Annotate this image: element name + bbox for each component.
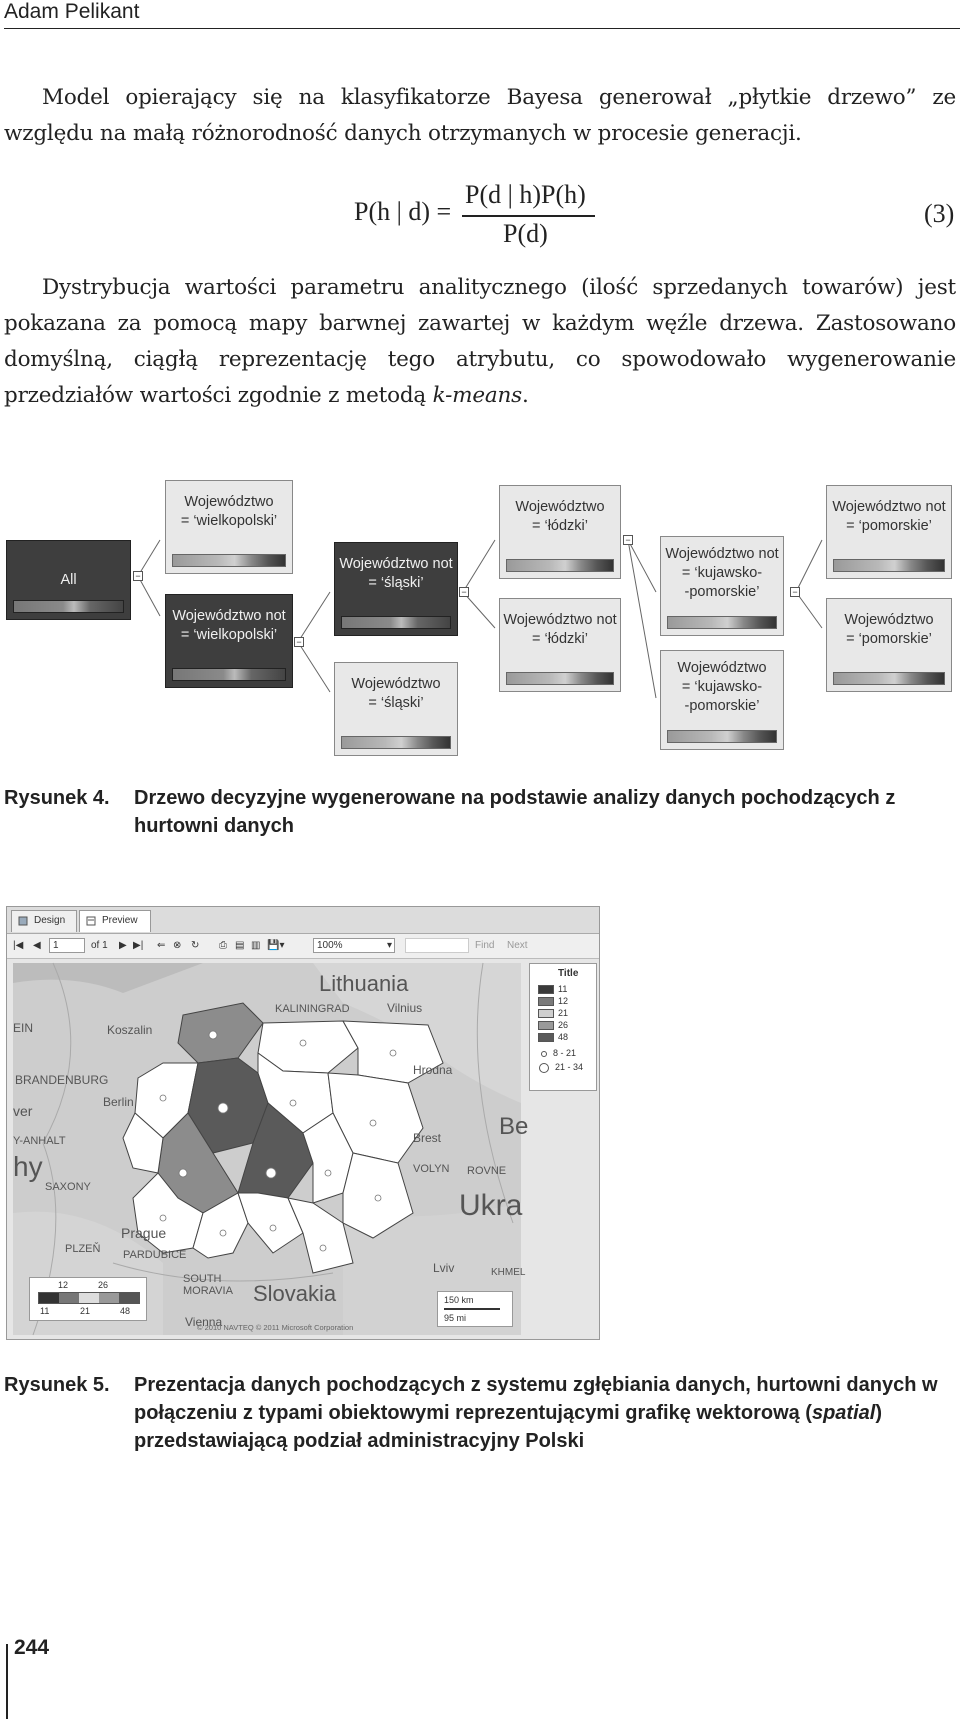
map-label-plzen: PLZEŇ (65, 1243, 101, 1255)
tree-node-wielkopolski[interactable] (165, 480, 293, 574)
map-label-rovne: ROVNE (467, 1165, 507, 1177)
fraction-bar (462, 215, 595, 217)
map-label-saxony: SAXONY (45, 1181, 91, 1193)
find-link[interactable]: Find (475, 940, 495, 951)
legend-circle-item: 8 - 21 (538, 1048, 576, 1058)
paragraph-bayes (4, 80, 956, 152)
design-icon (18, 916, 28, 926)
map-label-brest: Brest (413, 1131, 442, 1145)
tree-connectors (0, 480, 960, 760)
tree-node-label: Województwo = ‘łódzki’ (515, 499, 605, 534)
map-label-koszalin: Koszalin (107, 1023, 153, 1037)
tree-node-pomorskie[interactable] (826, 598, 952, 692)
legend-circle-item: 21 - 34 (538, 1062, 583, 1072)
map-label-ukraine: Ukra (459, 1189, 523, 1222)
map-label-khmel: KHMEL (491, 1267, 526, 1278)
distance-scale (437, 1291, 513, 1327)
map-label-ein: EIN (13, 1021, 34, 1035)
map-label-brandenburg: BRANDENBURG (15, 1073, 109, 1087)
map-label-lithuania: Lithuania (319, 971, 409, 996)
back-icon[interactable]: ⇐ (157, 940, 166, 951)
tree-node-kujawsko[interactable] (660, 650, 784, 750)
map-label-volyn: VOLYN (413, 1163, 450, 1175)
color-scale-bar (38, 1292, 140, 1304)
tree-node-colorbar (506, 672, 614, 685)
find-input[interactable] (405, 938, 469, 953)
paragraph-bayes-text: Model opierający się na klasyfikatorze Bayesa generował „płytkie drzewo” ze względu na małą różnorodność danych otrzymanych w procesie generacji. (4, 85, 956, 146)
color-scale-label: 12 (58, 1280, 69, 1290)
tree-node-all[interactable] (6, 540, 131, 620)
scale-km: 150 km (444, 1295, 474, 1305)
expand-icon[interactable]: − (294, 637, 304, 647)
paragraph-distribution (4, 270, 956, 414)
map-label-vilnius: Vilnius (387, 1001, 423, 1015)
tree-node-label: Województwo not = ‘wielkopolski’ (172, 608, 286, 643)
prev-page-icon[interactable]: ◀ (33, 940, 41, 951)
scale-bar (444, 1308, 500, 1310)
color-scale-label: 26 (98, 1280, 109, 1290)
tree-node-label: Województwo = ‘śląski’ (351, 676, 441, 711)
figure-4-text: Drzewo decyzyjne wygenerowane na podstawie analizy danych pochodzących z hurtowni danych (134, 787, 896, 837)
tree-node-colorbar (172, 554, 286, 567)
preview-icon (86, 916, 96, 926)
paragraph-end: . (521, 383, 529, 408)
tree-node-colorbar (833, 672, 945, 685)
print-layout-icon[interactable]: ▤ (235, 940, 245, 951)
tree-node-not-kujawsko[interactable] (660, 536, 784, 636)
author-name: Adam Pelikant (4, 0, 140, 23)
expand-icon[interactable]: − (459, 587, 469, 597)
tree-node-colorbar (172, 668, 286, 681)
equation-numerator: P(d | h)P(h) (465, 180, 586, 209)
equation-denominator: P(d) (503, 219, 548, 248)
decision-tree-figure (0, 480, 960, 760)
figure-5-caption (4, 1371, 956, 1455)
tree-node-not-wielkopolski[interactable] (165, 594, 293, 688)
expand-icon[interactable]: − (623, 535, 633, 545)
first-page-icon[interactable]: |◀ (13, 940, 24, 951)
map-label-prague: Prague (121, 1225, 167, 1241)
map-label-pardubice: PARDUBICE (123, 1249, 187, 1261)
map-legend (529, 963, 597, 1091)
color-scale-label: 11 (40, 1306, 50, 1316)
figure-5-text: Prezentacja danych pochodzących z systemu zgłębiania danych, hurtowni danych w połączeniu z typami obiektowymi reprezentującymi grafikę wektorową (spatial) przedstawiającą podział administracyjny Polski (134, 1374, 938, 1452)
export-icon[interactable]: 💾▾ (267, 940, 285, 951)
spatial-term: spatial (811, 1402, 876, 1424)
tree-node-colorbar (667, 730, 777, 743)
print-icon[interactable]: ⎙ (219, 940, 227, 951)
refresh-icon[interactable]: ↻ (191, 940, 200, 951)
page-input[interactable]: 1 (49, 938, 85, 953)
tree-node-label: Województwo = ‘kujawsko- -pomorskie’ (677, 660, 767, 714)
zoom-select[interactable]: 100% (313, 938, 395, 953)
tree-node-lodzki[interactable] (499, 485, 621, 579)
figure-5-label: Rysunek 5. (4, 1374, 110, 1396)
tree-node-colorbar (341, 736, 451, 749)
color-scale-label: 21 (80, 1306, 91, 1316)
tab-design[interactable] (11, 910, 77, 932)
tab-design-label: Design (34, 915, 66, 926)
chevron-down-icon[interactable]: ▾ (387, 940, 393, 951)
tab-preview[interactable] (79, 910, 151, 932)
tree-node-slaski[interactable] (334, 662, 458, 756)
report-tabs (7, 907, 599, 934)
map-label-anhalt: Y-ANHALT (13, 1135, 66, 1147)
color-scale (29, 1277, 147, 1321)
tree-node-not-pomorskie[interactable] (826, 485, 952, 579)
figure-4-label: Rysunek 4. (4, 787, 110, 809)
map-label-hy: hy (13, 1151, 43, 1182)
legend-item: 11 (538, 984, 567, 994)
map-label-south-moravia: SOUTH MORAVIA (183, 1273, 233, 1297)
scale-mi: 95 mi (444, 1313, 467, 1323)
tree-node-label: Województwo = ‘pomorskie’ (844, 612, 934, 647)
next-link[interactable]: Next (507, 940, 528, 951)
tree-node-not-lodzki[interactable] (499, 598, 621, 692)
tree-node-label: Województwo not = ‘kujawsko- -pomorskie’ (665, 546, 779, 600)
page-count: of 1 (91, 940, 108, 951)
tree-node-label: Województwo not = ‘śląski’ (339, 556, 453, 591)
tree-node-colorbar (667, 616, 777, 629)
figure-4-caption (4, 784, 956, 840)
tree-node-colorbar (13, 600, 124, 613)
next-page-icon[interactable]: ▶ (119, 940, 127, 951)
running-header (4, 0, 960, 29)
tree-node-label: Województwo not = ‘pomorskie’ (832, 499, 946, 534)
equation-3 (0, 175, 960, 255)
map-report-screenshot (6, 906, 600, 1340)
page-margin-rule (6, 1644, 8, 1719)
map-copyright: © 2010 NAVTEQ © 2011 Microsoft Corporation (197, 1323, 354, 1332)
page-setup-icon[interactable]: ▥ (251, 940, 261, 951)
tree-node-label: All (60, 572, 77, 588)
expand-icon[interactable]: − (133, 571, 143, 581)
map-label-be: Be (499, 1113, 529, 1140)
tab-preview-label: Preview (102, 915, 138, 926)
tree-node-not-slaski[interactable] (334, 542, 458, 636)
map-label-berlin: Berlin (103, 1095, 134, 1109)
expand-icon[interactable]: − (790, 587, 800, 597)
map-label-hrodna: Hrodna (413, 1063, 453, 1077)
color-scale-label: 48 (120, 1306, 131, 1316)
tree-node-label: Województwo = ‘wielkopolski’ (180, 494, 278, 529)
map-label-vienna: Vienna (185, 1315, 223, 1329)
paragraph-distribution-text: Dystrybucja wartości parametru analitycznego (ilość sprzedanych towarów) jest pokazana za pomocą mapy barwnej zawartej w każdym węźle drzewa. Zastosowano domyślną, ciągłą reprezentację tego atrybutu, co spowodowało wygenerowanie przedziałów wartości zgodnie z metodą (4, 275, 956, 408)
kmeans-term: k-means (432, 383, 522, 408)
map-label-slovakia: Slovakia (253, 1281, 337, 1306)
tree-node-colorbar (341, 616, 451, 629)
equation-lhs: P(h | d) = (354, 197, 452, 226)
page-number: 244 (14, 1636, 50, 1659)
report-toolbar (7, 934, 599, 959)
map-label-kaliningrad: KALININGRAD (275, 1003, 350, 1015)
map-label-ver: ver (13, 1103, 33, 1119)
map-label-lviv: Lviv (433, 1261, 455, 1275)
legend-item: 21 (538, 1008, 568, 1018)
legend-title: Title (558, 968, 579, 979)
legend-item: 48 (538, 1032, 568, 1042)
legend-item: 26 (538, 1020, 568, 1030)
tree-node-label: Województwo not = ‘łódzki’ (503, 612, 617, 647)
last-page-icon[interactable]: ▶| (133, 940, 144, 951)
equation-tag: (3) (924, 199, 955, 228)
tree-node-colorbar (833, 559, 945, 572)
stop-icon[interactable]: ⊗ (173, 940, 182, 951)
legend-item: 12 (538, 996, 568, 1006)
tree-node-colorbar (506, 559, 614, 572)
